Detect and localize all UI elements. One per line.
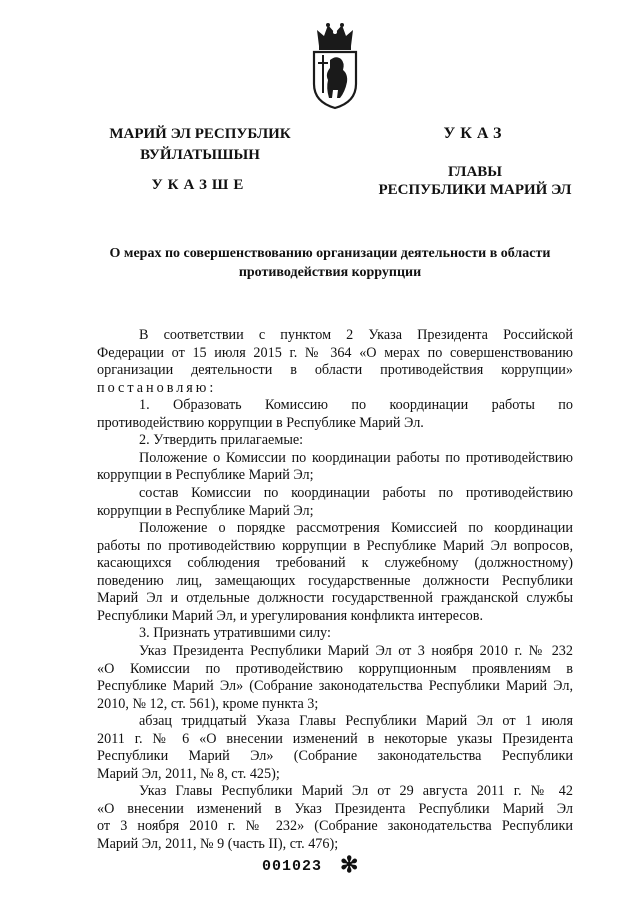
header-left-line-2: ВУЙЛАТЫШЫН: [140, 147, 260, 163]
body-text-line: Марий Эл и отдельные должности государственной гражданской службы: [97, 590, 573, 607]
body-text-line: «О Комиссии по противодействию коррупционным проявлениям в: [97, 660, 573, 677]
body-text-line: поведению лиц, замещающих государственные должности Республики: [97, 572, 573, 589]
body-text-line: Федерации от 15 июля 2015 г. № 364 «О мерах по совершенствованию: [97, 344, 573, 361]
header-left-line-1: МАРИЙ ЭЛ РЕСПУБЛИК: [109, 126, 291, 142]
body-text-line: от 3 ноября 2010 г. № 232» (Собрание законодательства Республики: [97, 818, 573, 835]
body-text-line: «О внесении изменений в Указ Президента Республики Марий Эл: [97, 800, 573, 817]
body-text-line: постановляю:: [97, 379, 217, 396]
body-text-line: Указ Президента Республики Марий Эл от 3 ноября 2010 г. № 232: [139, 642, 573, 659]
body-text-line: Марий Эл, 2011, № 9 (часть II), ст. 476);: [97, 836, 339, 852]
header-right-line-3: РЕСПУБЛИКИ МАРИЙ ЭЛ: [378, 182, 572, 198]
body-text-line: коррупции в Республике Марий Эл;: [97, 467, 314, 484]
body-text-line: работы по противодействию коррупции в Республике Марий Эл вопросов,: [97, 537, 573, 554]
body-text-line: Республики Марий Эл» (Собрание законодательства Республики: [97, 748, 573, 765]
header-right-line-1: УКАЗ: [443, 125, 507, 142]
body-text-line: 2010, № 12, ст. 561), кроме пункта 3;: [97, 695, 319, 712]
header-left-line-3: УКАЗШЕ: [151, 177, 249, 193]
body-text-line: противодействию коррупции в Республике Марий Эл.: [97, 414, 424, 431]
body-text-line: состав Комиссии по координации работы по противодействию: [139, 485, 573, 501]
body-text-line: коррупции в Республике Марий Эл;: [97, 502, 314, 519]
decree-title-line-2: противодействия коррупции: [238, 265, 422, 280]
asterisk-mark: ✻: [340, 852, 359, 877]
body-text-line: 3. Признать утратившими силу:: [139, 625, 331, 642]
body-text-line: Республике Марий Эл» (Собрание законодательства Республики Марий Эл,: [97, 678, 573, 694]
decree-title-line-1: О мерах по совершенствованию организации деятельности в области: [109, 246, 551, 261]
body-text-line: 1. Образовать Комиссию по координации работы по: [139, 397, 573, 414]
body-text-line: Марий Эл, 2011, № 8, ст. 425);: [97, 765, 280, 782]
body-text-line: абзац тридцатый Указа Главы Республики Марий Эл от 1 июля: [139, 713, 573, 730]
body-text-line: В соответствии с пунктом 2 Указа Президента Российской: [139, 327, 573, 343]
body-text-line: Положение о Комиссии по координации работы по противодействию: [139, 449, 573, 466]
body-text-line: касающихся соблюдения требований к служебному (должностному): [97, 555, 573, 572]
body-text-line: Указ Главы Республики Марий Эл от 29 августа 2011 г. № 42: [139, 783, 573, 800]
body-text-line: Республики Марий Эл, и урегулирования конфликта интересов.: [97, 607, 484, 624]
coat-of-arms-emblem: [310, 22, 360, 110]
body-text-line: 2011 г. № 6 «О внесении изменений в некоторые указы Президента: [97, 730, 573, 747]
body-text-line: организации деятельности в области противодействия коррупции»: [97, 362, 573, 379]
serial-number: 001023: [262, 858, 323, 875]
body-text-line: Положение о порядке рассмотрения Комиссией по координации: [139, 520, 573, 536]
body-text-line: 2. Утвердить прилагаемые:: [139, 432, 304, 449]
header-right-line-2: ГЛАВЫ: [447, 164, 503, 180]
